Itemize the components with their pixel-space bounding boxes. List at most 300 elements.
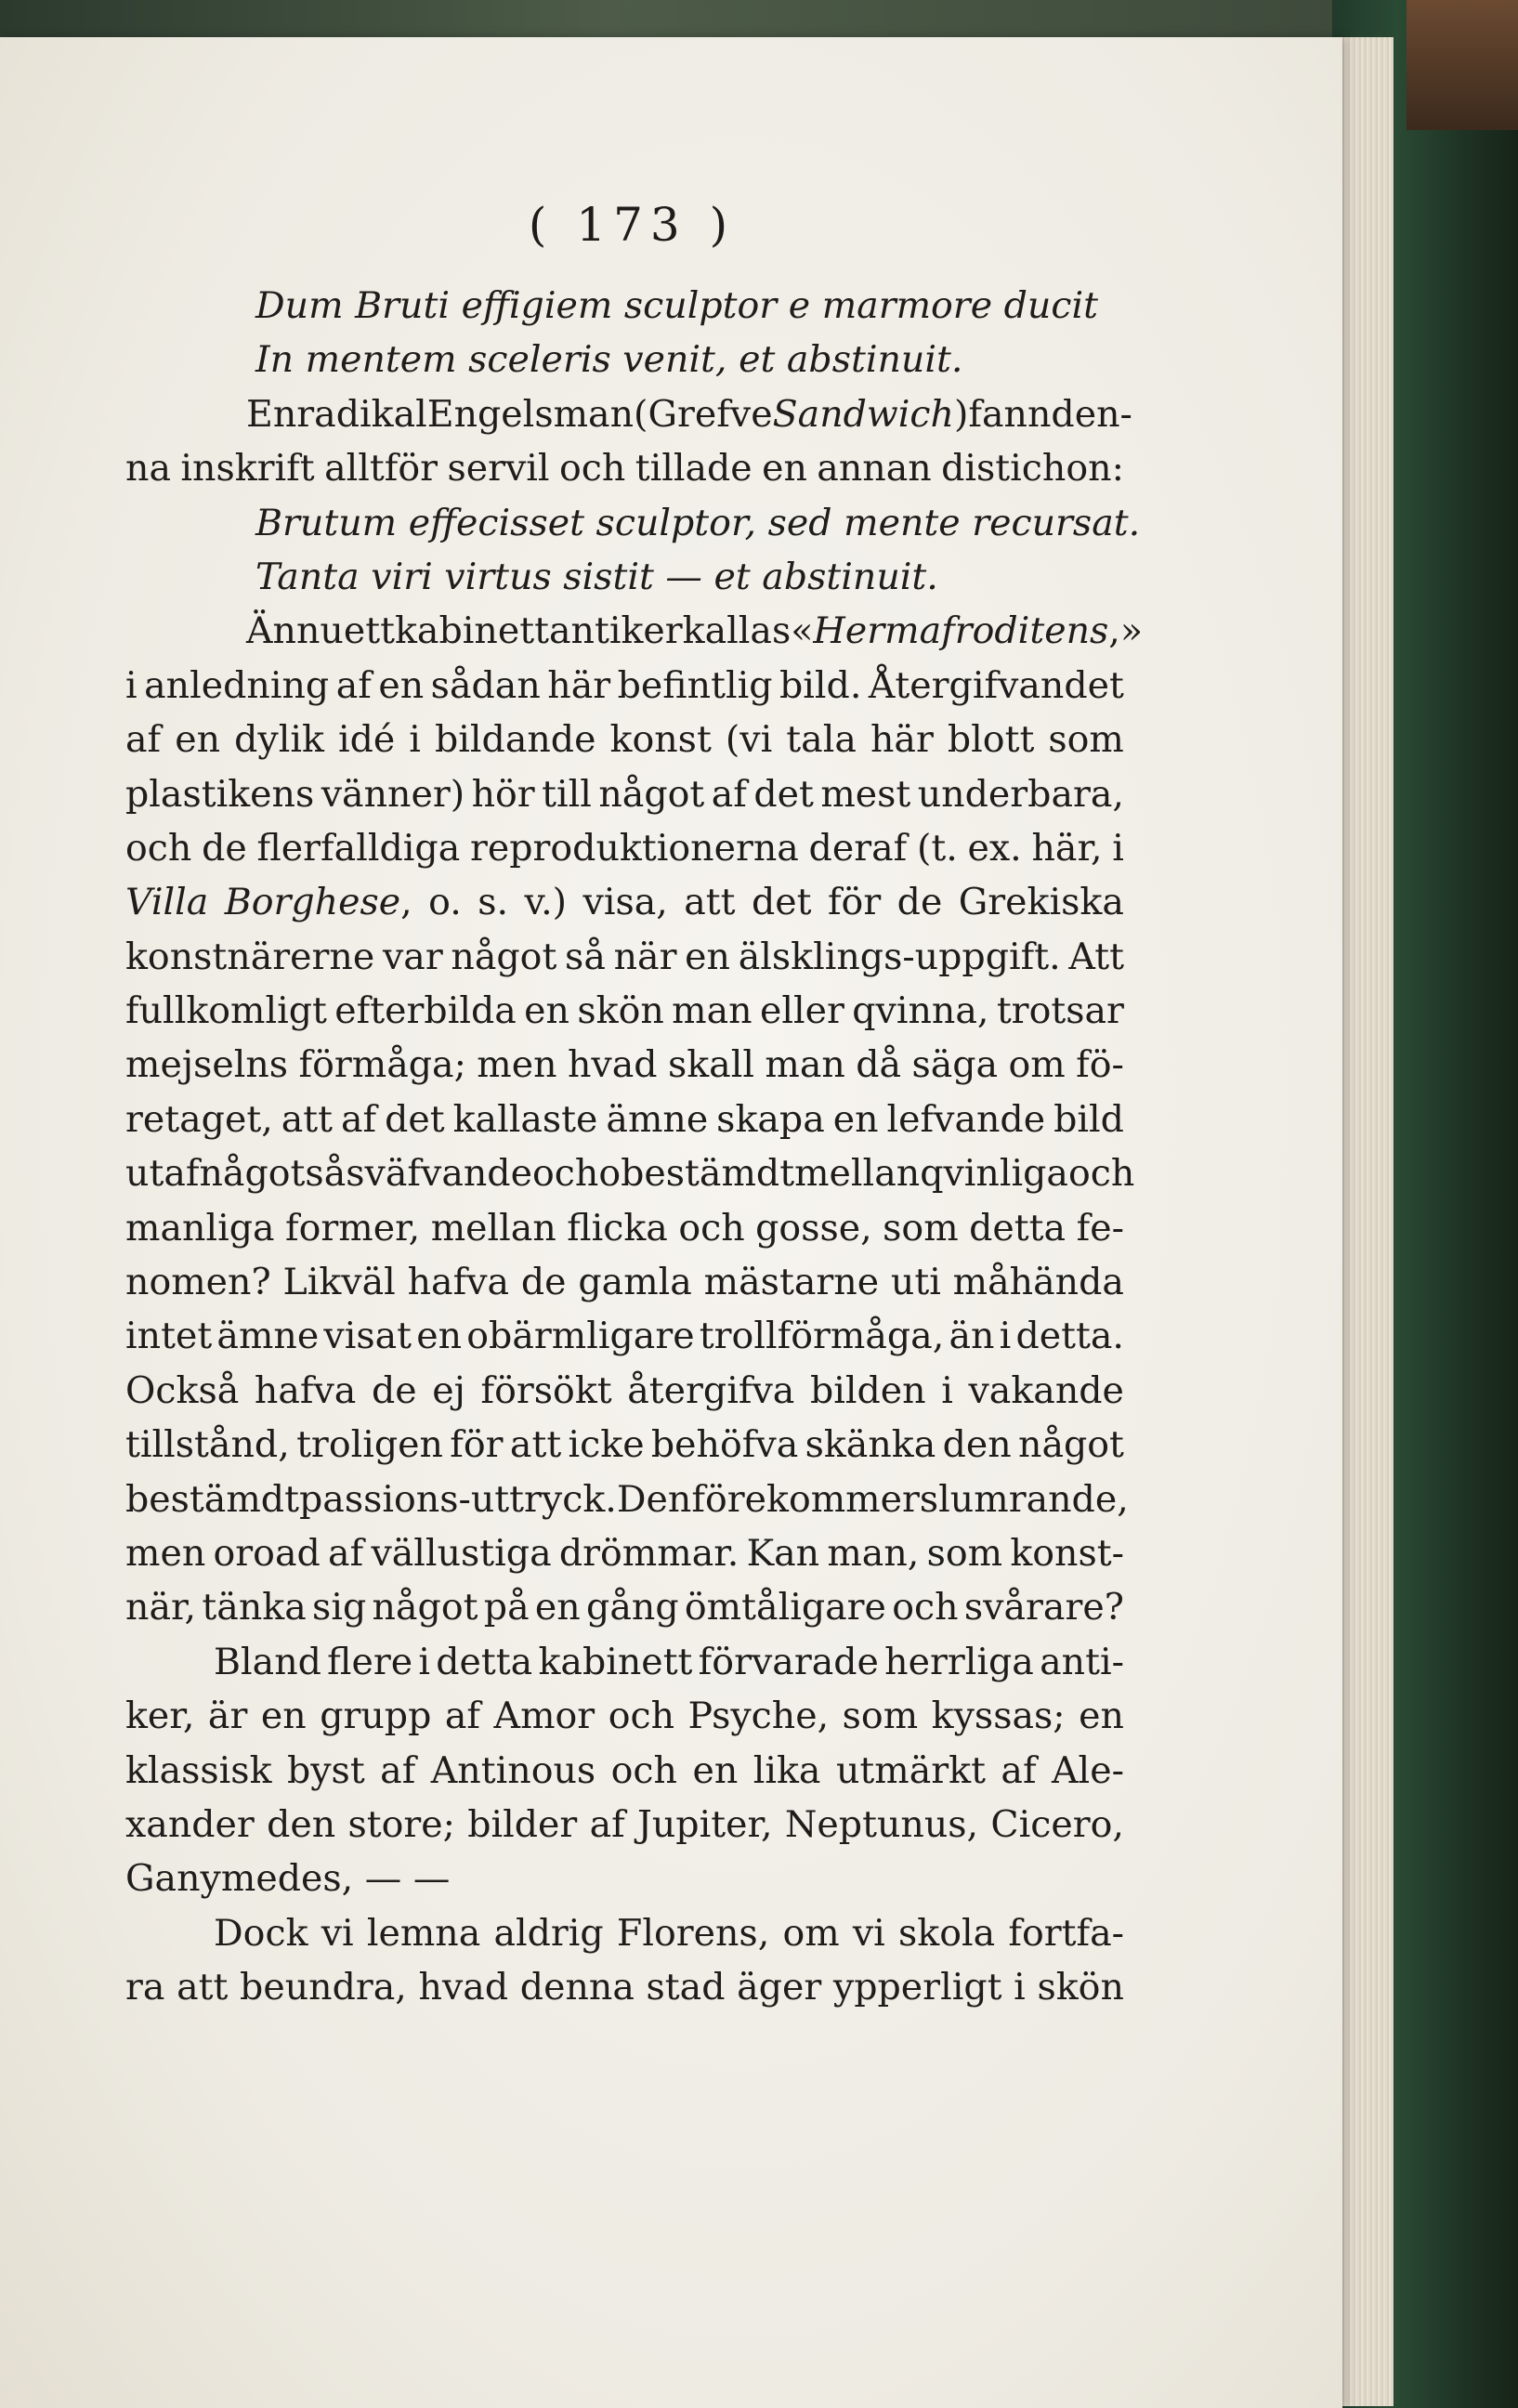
word: grupp (320, 1695, 432, 1738)
word: och (531, 1152, 599, 1196)
word: för (450, 1423, 504, 1467)
word: virtus (444, 555, 552, 598)
word: plastikens (125, 772, 315, 816)
word: vakande (968, 1368, 1124, 1412)
word: et (713, 555, 751, 598)
word: det (385, 1097, 445, 1141)
word: Återgifvandet (868, 663, 1124, 707)
word: sculptor, (595, 501, 757, 544)
word: anti- (1040, 1640, 1124, 1683)
word: retaget, (125, 1097, 273, 1141)
space (727, 333, 739, 386)
word: Likväl (282, 1261, 396, 1304)
word: svårare? (963, 1586, 1124, 1629)
word: här (547, 663, 611, 707)
word: visa, (582, 881, 668, 924)
word: mejselns (125, 1043, 289, 1087)
word: fann (968, 392, 1052, 436)
word: Kan (746, 1531, 820, 1575)
word: et (739, 338, 776, 382)
word: en (692, 1748, 739, 1792)
space (552, 550, 564, 604)
word: man, (827, 1531, 920, 1575)
word: beundra, (240, 1966, 407, 2009)
word: så (565, 935, 606, 978)
word: abstinuit. (762, 555, 938, 598)
word: Ännu (246, 609, 344, 653)
space (702, 550, 714, 604)
word: trollförmåga, (699, 1315, 945, 1358)
space (353, 1852, 365, 1905)
space (756, 496, 768, 550)
word: ra (125, 1966, 165, 2009)
word: store; (347, 1802, 455, 1846)
word: något (199, 1152, 306, 1196)
word: alltför (324, 447, 438, 491)
word: qvinliga (920, 1152, 1068, 1196)
word: de (896, 881, 943, 924)
word: behöfva (650, 1423, 799, 1467)
word: mellan (430, 1206, 556, 1250)
text-line (125, 1364, 1124, 1418)
word: dylik (234, 718, 324, 762)
word: distichon: (941, 447, 1124, 491)
word: var (382, 935, 443, 978)
word: att (281, 1097, 334, 1141)
word: som (842, 1695, 919, 1738)
word: äger (737, 1966, 822, 2009)
word: troligen (296, 1423, 443, 1467)
text-line (125, 1580, 1124, 1634)
text-line (125, 1038, 1124, 1092)
word: skön (1037, 1966, 1124, 2009)
word: utaf (125, 1152, 200, 1196)
space (654, 550, 666, 604)
text-line (125, 659, 1124, 713)
word: hafva (254, 1368, 357, 1412)
word: anledning (144, 663, 330, 707)
word: den (942, 1423, 1012, 1467)
text-line (125, 1472, 1129, 1526)
text-line (125, 279, 1124, 333)
word: ömtåligare (684, 1586, 886, 1629)
word: sed (767, 501, 832, 544)
word: kabinett (538, 1640, 693, 1683)
word: fullkomligt (125, 989, 327, 1033)
word: i (125, 663, 137, 707)
word: ypperligt (832, 1966, 1002, 2009)
text-line (125, 1309, 1124, 1363)
word: Tanta (255, 555, 360, 598)
text-line (125, 441, 1124, 495)
text-line (125, 1146, 1135, 1200)
word: Ganymedes, (125, 1857, 354, 1901)
word: gosse, (755, 1206, 872, 1250)
word: af (340, 1097, 377, 1141)
word: Dum (255, 284, 344, 327)
word: efterbilda (334, 989, 517, 1033)
word: servil (447, 447, 550, 491)
book-cover-corner (1407, 0, 1518, 130)
word: underbara, (917, 772, 1124, 816)
word: — (412, 1857, 451, 1901)
word: sculptor (623, 284, 778, 327)
word: ex. (967, 826, 1022, 870)
word: Cicero, (990, 1802, 1124, 1846)
word: ämne (216, 1315, 320, 1358)
word: former, (285, 1206, 421, 1250)
word: flerfalldiga (256, 826, 461, 870)
space (612, 279, 624, 333)
text-line (125, 713, 1124, 766)
word: och (678, 1206, 745, 1250)
word: kallaste (452, 1097, 598, 1141)
word: af (335, 663, 372, 707)
word: qvinna, (852, 989, 989, 1033)
word: men (125, 1531, 206, 1575)
space (457, 333, 469, 386)
word: säga (911, 1043, 999, 1087)
word: när (613, 935, 677, 978)
text-line (125, 1852, 1124, 1905)
word: som (883, 1206, 959, 1250)
word: något (372, 1586, 478, 1629)
word: reproduktionerna (469, 826, 799, 870)
word: i (999, 1315, 1012, 1358)
word: blott (947, 718, 1035, 762)
word: sådan (430, 663, 541, 707)
word: mästarne (703, 1261, 880, 1304)
word: och (608, 1695, 675, 1738)
word: bild. (779, 663, 862, 707)
word: konstnärerne (125, 935, 375, 978)
word: bilder (467, 1802, 578, 1846)
word: fortfa- (1008, 1911, 1124, 1955)
word: flicka (567, 1206, 668, 1250)
word: stad (646, 1966, 726, 2009)
word: kabinett (394, 609, 549, 653)
word: och (125, 826, 192, 870)
text-line (125, 1744, 1124, 1798)
word: tillstånd, (125, 1423, 290, 1467)
word: befintlig (617, 663, 773, 707)
word: e (788, 284, 811, 327)
word: hör (471, 772, 535, 816)
word: effigiem (461, 284, 613, 327)
word: viri (371, 555, 433, 598)
word: man (765, 1043, 845, 1087)
text-line (125, 930, 1124, 984)
word: deraf (808, 826, 908, 870)
word: o. (428, 881, 462, 924)
text-line (125, 1201, 1124, 1255)
word: mellan (794, 1152, 921, 1196)
word: en (416, 1315, 463, 1358)
word: något (598, 772, 705, 816)
word: (vi (725, 718, 773, 762)
word: i (941, 1368, 953, 1412)
word: Neptunus, (784, 1802, 979, 1846)
word: så (305, 1152, 347, 1196)
word: för (827, 881, 882, 924)
text-line (125, 984, 1124, 1038)
page-number: ( 173 ) (528, 198, 736, 252)
word: återgifva (627, 1368, 795, 1412)
word: En (246, 392, 297, 436)
word: antiker (548, 609, 683, 653)
word: till (542, 772, 592, 816)
word: Också (125, 1368, 240, 1412)
word: Brutum (255, 501, 398, 544)
space (992, 279, 1004, 333)
word: lika (752, 1748, 821, 1792)
word: tillade (635, 447, 752, 491)
word: detta (969, 1206, 1067, 1250)
word: mest (820, 772, 911, 816)
word: detta. (1015, 1315, 1124, 1358)
word: en (762, 447, 807, 491)
word: och (1067, 1152, 1135, 1196)
word: herrliga (884, 1640, 1034, 1683)
space (775, 333, 787, 386)
word: ej (432, 1368, 465, 1412)
word: manliga (125, 1206, 275, 1250)
word: något (451, 935, 557, 978)
word: Amor (493, 1695, 595, 1738)
text-line (125, 496, 1141, 550)
space (294, 333, 306, 386)
word: förvarade (698, 1640, 879, 1683)
word: trotsar (996, 989, 1124, 1033)
word: måhända (952, 1261, 1124, 1304)
word: klassisk (125, 1748, 272, 1792)
word: Den (616, 1477, 692, 1521)
word: men (477, 1043, 557, 1087)
word: att (509, 1423, 562, 1467)
word: v.) (524, 881, 568, 924)
word: sig (312, 1586, 367, 1629)
word: intet (125, 1315, 213, 1358)
word: och (892, 1586, 959, 1629)
text-line (125, 1418, 1124, 1472)
word: en (534, 1586, 581, 1629)
word: vi (321, 1911, 354, 1955)
word: Bland (214, 1640, 321, 1683)
space (433, 550, 445, 604)
word: det (751, 881, 812, 924)
text-line (125, 604, 1144, 658)
word: ducit (1003, 284, 1098, 327)
word: hvad (418, 1966, 509, 2009)
word: förmåga; (298, 1043, 466, 1087)
text-line (125, 875, 1124, 929)
word: älsklings-uppgift. (738, 935, 1061, 978)
word: abstinuit. (786, 338, 963, 382)
word: gamla (578, 1261, 692, 1304)
text-line (125, 821, 1124, 875)
word: bilden (809, 1368, 926, 1412)
space (344, 279, 356, 333)
word: drömmar. (558, 1531, 739, 1575)
text-line (125, 550, 1124, 604)
word: aldrig (493, 1911, 604, 1955)
word: kallas (682, 609, 792, 653)
text-line (125, 387, 1132, 441)
word: den (267, 1802, 336, 1846)
word: de (202, 826, 247, 870)
word: här, (1031, 826, 1103, 870)
word: icke (568, 1423, 645, 1467)
word: af (1001, 1748, 1037, 1792)
word: vänner) (321, 772, 465, 816)
word: obärmligare (466, 1315, 695, 1358)
word: det (753, 772, 814, 816)
text-line (125, 333, 1124, 386)
word: skapa (716, 1097, 825, 1141)
word: Ale- (1052, 1748, 1124, 1792)
text-line (125, 1255, 1124, 1309)
body-text (125, 279, 1144, 2015)
word: Psyche, (687, 1695, 830, 1738)
word: lefvande (886, 1097, 1046, 1141)
word: försökt (480, 1368, 612, 1412)
word: som (926, 1531, 1003, 1575)
word: Antinous (430, 1748, 596, 1792)
word: nomen? (125, 1261, 271, 1304)
word: Engelsman (426, 392, 635, 436)
word: och (610, 1748, 677, 1792)
word: af (380, 1748, 416, 1792)
word: oroad (213, 1531, 321, 1575)
word: Grekiska (958, 881, 1124, 924)
word: man (672, 989, 752, 1033)
word: mente (844, 501, 961, 544)
word: venit, (622, 338, 727, 382)
word: de (520, 1261, 567, 1304)
space (961, 496, 973, 550)
text-line (125, 767, 1124, 821)
word: — (364, 1857, 402, 1901)
word: en (260, 1695, 307, 1738)
word: uti (890, 1261, 941, 1304)
word: skall (667, 1043, 754, 1087)
word: att (177, 1966, 229, 2009)
space (360, 550, 372, 604)
text-line (125, 1635, 1124, 1689)
word: de (371, 1368, 417, 1412)
space (401, 1852, 413, 1905)
word: en (1079, 1695, 1124, 1738)
word: Villa (125, 881, 209, 924)
word: ker, (125, 1695, 195, 1738)
word: recursat. (972, 501, 1141, 544)
word: på (483, 1586, 530, 1629)
word: förekommer (691, 1477, 920, 1521)
word: gång (586, 1586, 679, 1629)
word: konst (609, 718, 712, 762)
word: den- (1051, 392, 1132, 436)
word: In (255, 338, 294, 382)
scan-top-edge (0, 0, 1518, 37)
word: — (665, 555, 702, 598)
word: skön (577, 989, 664, 1033)
text-line (125, 1906, 1124, 1960)
space (397, 496, 409, 550)
word: att (684, 881, 736, 924)
word: hafva (407, 1261, 510, 1304)
word: något (1018, 1423, 1124, 1467)
text-line (125, 1960, 1124, 2014)
word: i (1014, 1966, 1026, 2009)
word: tänka (202, 1586, 307, 1629)
word: Att (1068, 935, 1124, 978)
word: en (685, 935, 730, 978)
word: konst- (1010, 1531, 1124, 1575)
space (832, 496, 844, 550)
word: fe- (1076, 1206, 1124, 1250)
word: marmore (821, 284, 993, 327)
word: detta (436, 1640, 533, 1683)
word: i (1112, 826, 1124, 870)
word: denna (519, 1966, 635, 2009)
word: eller (759, 989, 844, 1033)
word: bestämdt (125, 1477, 299, 1521)
word: och (558, 447, 626, 491)
word: skola (897, 1911, 996, 1955)
word: när, (125, 1586, 197, 1629)
word: kyssas; (931, 1695, 1066, 1738)
space (611, 333, 623, 386)
word: af (444, 1695, 481, 1738)
word: af (125, 718, 162, 762)
text-line (125, 1689, 1124, 1743)
word: flere (327, 1640, 413, 1683)
word: sväfvande (346, 1152, 532, 1196)
word: effecisset (408, 501, 584, 544)
word: af (589, 1802, 625, 1846)
word: passions-uttryck. (298, 1477, 617, 1521)
word: bild (1053, 1097, 1124, 1141)
word: xander (125, 1802, 255, 1846)
word: idé (337, 718, 396, 762)
word: af (711, 772, 747, 816)
word: vi (852, 1911, 885, 1955)
word: Florens, (616, 1911, 770, 1955)
word: fö- (1076, 1043, 1124, 1087)
word: bildande (434, 718, 596, 762)
word: här (870, 718, 934, 762)
space (777, 279, 789, 333)
word: Jupiter, (637, 1802, 773, 1846)
word: radikal (296, 392, 427, 436)
space (450, 279, 462, 333)
word: Sandwich) (772, 392, 969, 436)
word: slumrande, (919, 1477, 1129, 1521)
word: en (832, 1097, 879, 1141)
word: sceleris (468, 338, 611, 382)
word: Dock (214, 1911, 308, 1955)
word: (t. (916, 826, 958, 870)
word: obestämdt (598, 1152, 795, 1196)
space (584, 496, 596, 550)
word: skänka (805, 1423, 936, 1467)
word: om (782, 1911, 840, 1955)
word: ämne (606, 1097, 709, 1141)
word: na (125, 447, 171, 491)
word: s. (478, 881, 509, 924)
word: lemna (366, 1911, 481, 1955)
word: inskrift (180, 447, 315, 491)
